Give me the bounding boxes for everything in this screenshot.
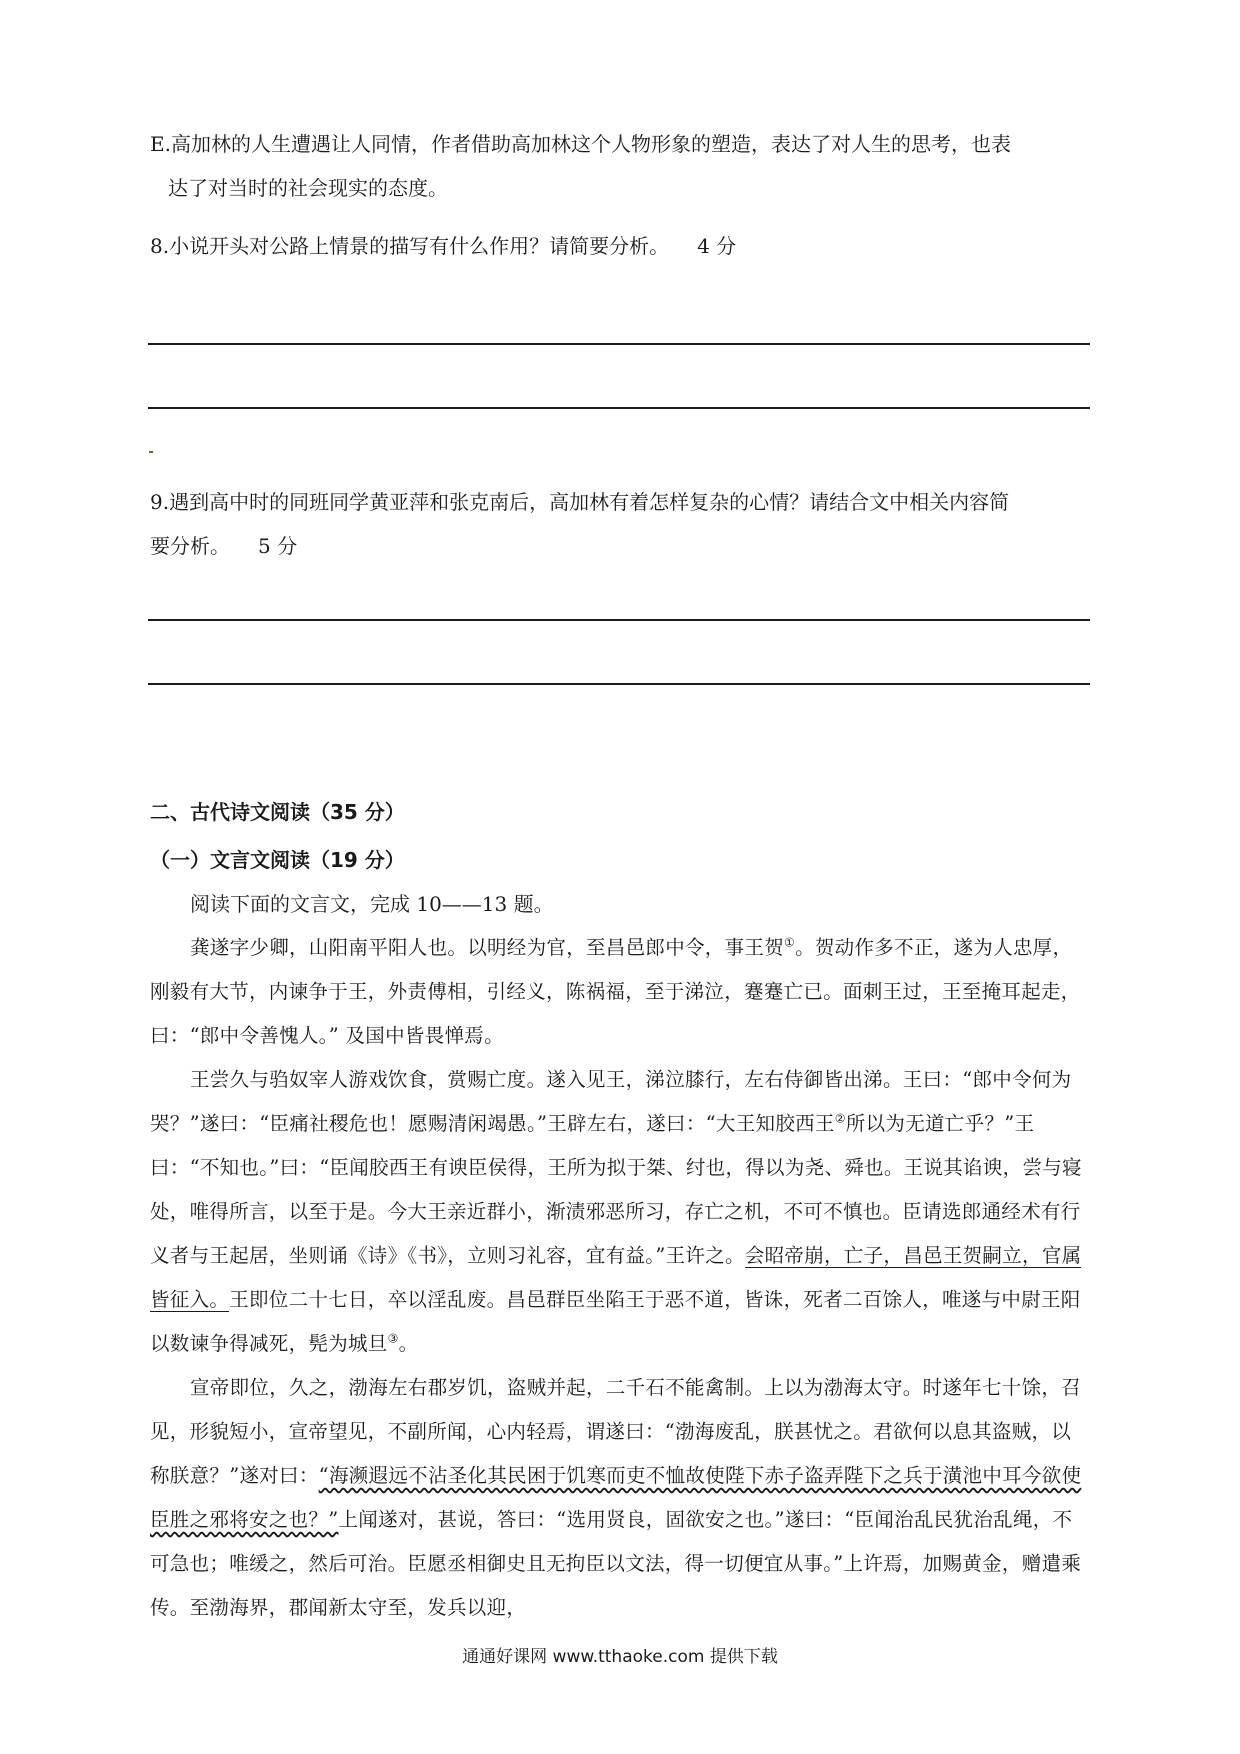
question-8-score: 4 分 bbox=[697, 234, 737, 258]
passage-paragraph-3: 宣帝即位，久之，渤海左右郡岁饥，盗贼并起，二千石不能禽制。上以为渤海太守。时遂年七十馀，召见，形貌短小，宣帝望见，不副所闻，心内轻焉，谓遂曰：“渤海废乱，朕甚忧之。君欲何以息其盗贼，以称朕意？”遂对曰：“海濒遐远不沾圣化其民困于饥寒而吏不恤故使陛下赤子盗弄陛下之兵于潢池中耳今欲使臣胜之邪将安之也？”上闻遂对，甚说，答曰：“选用贤良，固欲安之也。”遂曰：“臣闻治乱民犹治乱绳，不可急也；唯缓之，然后可治。臣愿丞相御史且无拘臣以文法，得一切便宜从事。”上许焉，加赐黄金，赠遣乘传。至渤海界，郡闻新太守至，发兵以迎， bbox=[150, 1376, 1082, 1619]
classical-passage bbox=[150, 926, 1090, 1630]
option-e-line1: E.高加林的人生遭遇让人同情，作者借助高加林这个人物形象的塑造，表达了对人生的思考，也表 bbox=[150, 132, 1011, 156]
question-8 bbox=[150, 224, 1090, 268]
answer-line-9a[interactable] bbox=[148, 619, 1090, 621]
passage-paragraph-1: 龚遂字少卿，山阳南平阳人也。以明经为官，至昌邑郎中令，事王贺①。贺动作多不正，遂为人忠厚，刚毅有大节，内谏争于王，外责傅相，引经义，陈祸福，至于涕泣，蹇蹇亡已。面刺王过，王至掩耳起走，曰：“郎中令善愧人。” 及国中皆畏惮焉。 bbox=[150, 935, 1081, 1047]
question-9-score: 5 分 bbox=[258, 534, 298, 558]
answer-line-9b[interactable] bbox=[148, 683, 1090, 685]
passage-paragraph-2: 王尝久与驺奴宰人游戏饮食，赏赐亡度。遂入见王，涕泣膝行，左右侍御皆出涕。王曰：“郎中令何为哭？”遂曰：“臣痛社稷危也！愿赐清闲竭愚。”王辟左右，遂曰：“大王知胶西王②所以为无道亡乎？”王曰：“不知也。”曰：“臣闻胶西王有谀臣侯得，王所为拟于桀、纣也，得以为尧、舜也。王说其谄谀，尝与寝处，唯得所言，以至于是。今大王亲近群小，渐渍邪恶所习，存亡之机，不可不慎也。臣请选郎通经术有行义者与王起居，坐则诵《诗》《书》，立则习礼容，宜有益。”王许之。会昭帝崩，亡子，昌邑王贺嗣立，官属皆征入。王即位二十七日，卒以淫乱废。昌邑群臣坐陷王于恶不道，皆诛，死者二百馀人，唯遂与中尉王阳以数谏争得减死，髡为城旦③。 bbox=[150, 1068, 1082, 1355]
question-9 bbox=[150, 480, 1090, 568]
subsection-title: （一）文言文阅读（19 分） bbox=[150, 848, 405, 872]
footnote-marker-3: ③ bbox=[387, 1331, 399, 1346]
stray-mark bbox=[149, 451, 153, 453]
footnote-marker-2: ② bbox=[834, 1111, 846, 1126]
footnote-marker-1: ① bbox=[784, 935, 796, 950]
question-9-line1: 9.遇到高中时的同班同学黄亚萍和张克南后，高加林有着怎样复杂的心情？请结合文中相关内容简 bbox=[150, 490, 1010, 514]
option-e bbox=[150, 122, 1090, 210]
underlined-sentence: 会昭帝崩，亡子，昌邑王贺嗣立，官属皆征入。 bbox=[150, 1244, 1082, 1311]
question-8-text: 8.小说开头对公路上情景的描写有什么作用？请简要分析。 bbox=[150, 234, 670, 258]
answer-line-8b[interactable] bbox=[148, 407, 1090, 409]
wavy-underlined-sentence: “海濒遐远不沾圣化其民困于饥寒而吏不恤故使陛下赤子盗弄陛下之兵于潢池中耳今欲使臣胜之邪将安之也？” bbox=[150, 1464, 1082, 1531]
page-footer: 通通好课网 www.tthaoke.com 提供下载 bbox=[462, 1647, 778, 1667]
reading-instruction: 阅读下面的文言文，完成 10——13 题。 bbox=[190, 892, 554, 916]
answer-line-8a[interactable] bbox=[148, 343, 1090, 345]
option-e-line2: 达了对当时的社会现实的态度。 bbox=[168, 176, 448, 200]
question-9-line2: 要分析。 bbox=[150, 534, 230, 558]
section-title: 二、古代诗文阅读（35 分） bbox=[150, 800, 405, 824]
